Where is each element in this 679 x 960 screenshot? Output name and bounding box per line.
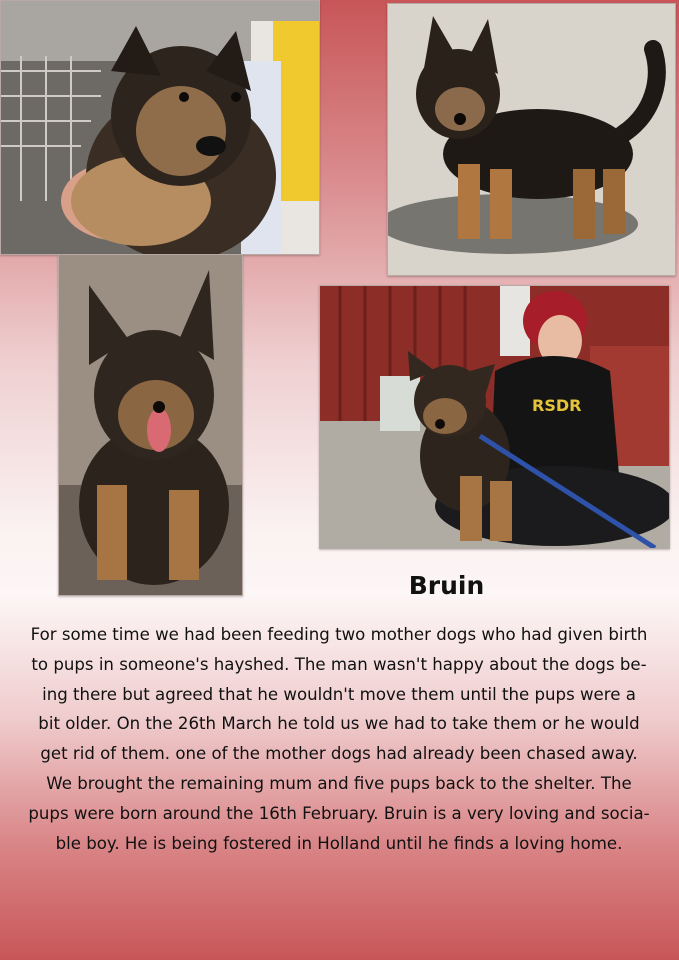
- shirt-print: RSDR: [532, 396, 582, 415]
- photo-puppy-sitting: [58, 254, 243, 596]
- story-line: get rid of them. one of the mother dogs had already been chased away.: [40, 744, 638, 764]
- dog-name-title: Bruin: [408, 571, 485, 600]
- photo-puppy-held: [0, 0, 320, 255]
- story-line: We brought the remaining mum and five pups back to the shelter. The: [46, 773, 632, 793]
- story-text: [22, 620, 656, 858]
- photo-puppy-standing: [387, 3, 676, 276]
- story-line: to pups in someone's hayshed. The man wasn't happy about the dogs be-: [31, 654, 647, 674]
- photo-woman-with-puppy: [319, 285, 670, 549]
- story-line: For some time we had been feeding two mother dogs who had given birth: [30, 625, 648, 644]
- story-line: bit older. On the 26th March he told us we had to take them or he would: [38, 714, 640, 734]
- story-line: ble boy. He is being fostered in Holland until he finds a loving home.: [55, 833, 623, 853]
- story-line: ing there but agreed that he wouldn't move them until the pups were a: [42, 684, 636, 704]
- story-line: pups were born around the 16th February. Bruin is a very loving and socia-: [28, 803, 650, 823]
